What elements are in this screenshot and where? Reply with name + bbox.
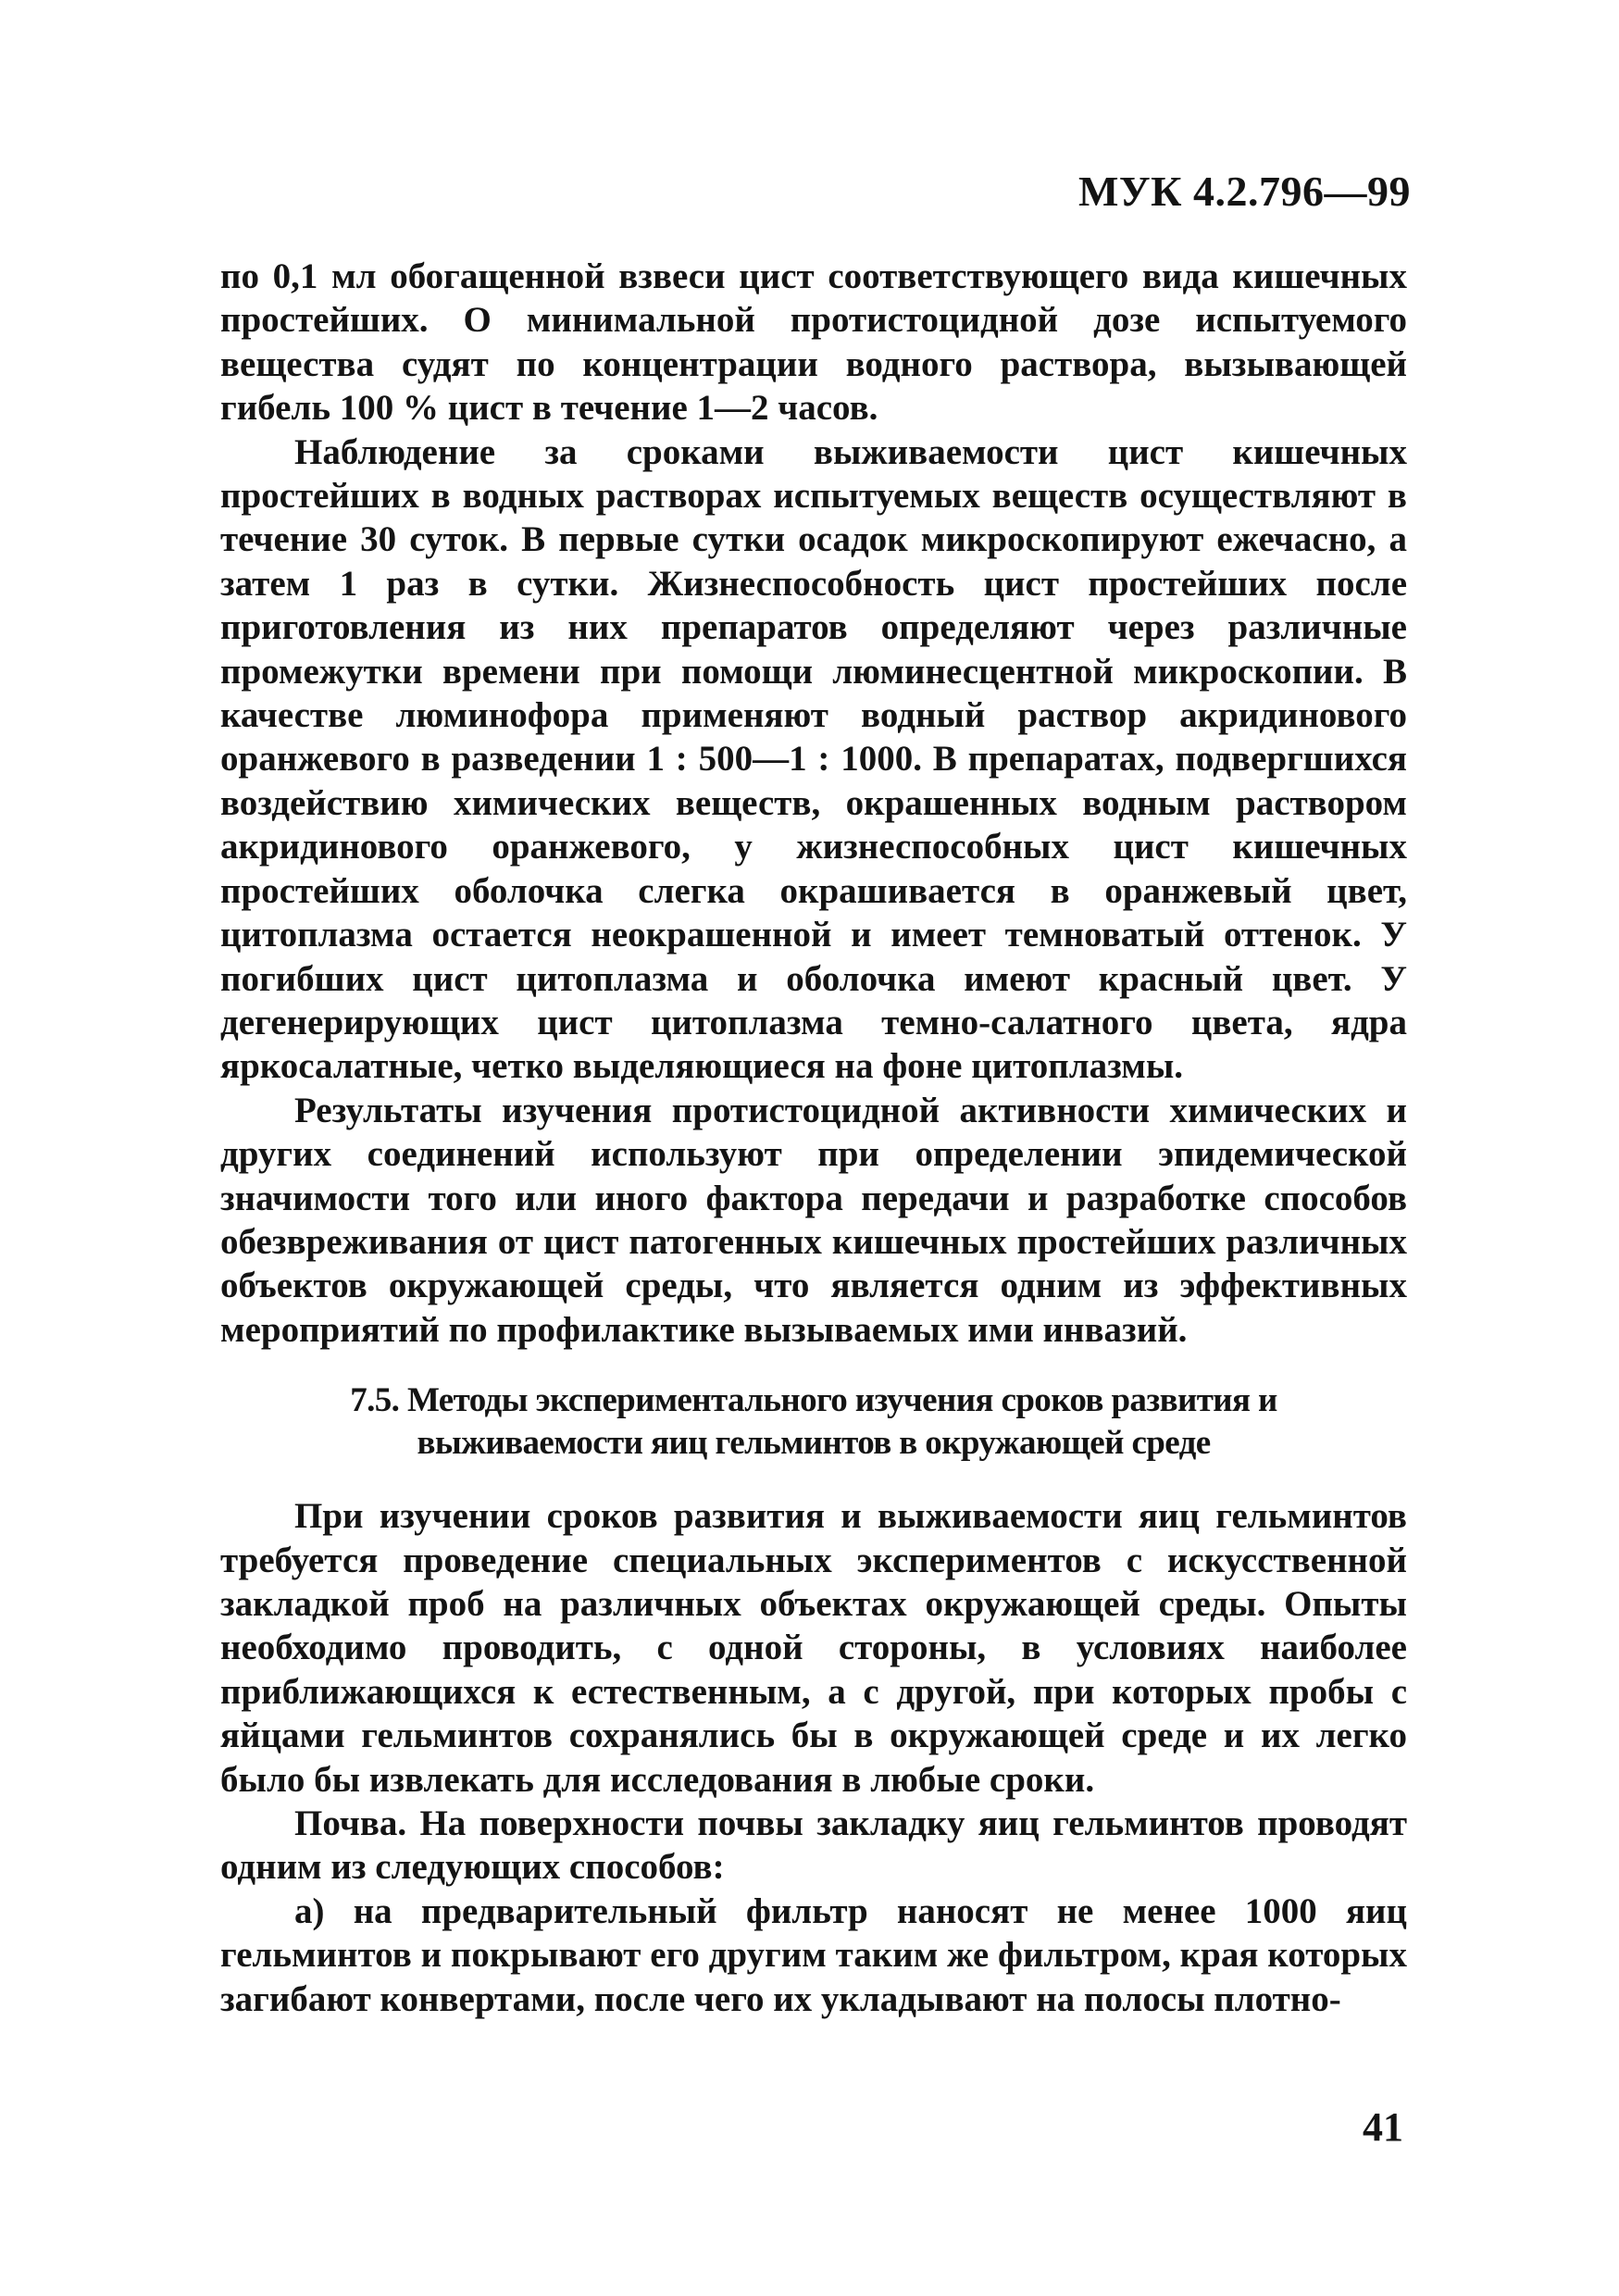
- paragraph-method-a: а) на предварительный фильтр наносят не менее 1000 яиц гельминтов и покрывают его другим таким же фильтром, края которых загибают конвертами, после чего их укладывают на полосы плотно-: [220, 1890, 1407, 2019]
- page-body: [220, 255, 1407, 2021]
- page-number: 41: [1363, 2104, 1403, 2150]
- paragraph-continuation: по 0,1 мл обогащенной взвеси цист соответствующего вида кишечных простейших. О минимальной протистоцидной дозе испытуемого вещества судят по концентрации водного раствора, вызывающей гибель 100 % цист в течение 1—2 часов.: [220, 256, 1407, 429]
- soil-text: . На поверхности почвы закладку яиц гельминтов проводят одним из следующих способов:: [220, 1803, 1407, 1888]
- paragraph-results: Результаты изучения протистоцидной активности химических и других соединений используют при определении эпидемической значимости того или иного фактора передачи и разработке способов обезвреживания от цист патогенных кишечных простейших различных объектов окружающей среды, что является одним из эффективных мероприятий по профилактике вызываемых ими инвазий.: [220, 1090, 1407, 1350]
- section-heading-line-2: выживаемости яиц гельминтов в окружающей среде: [417, 1424, 1211, 1463]
- paragraph-helminth-experiments: При изучении сроков развития и выживаемости яиц гельминтов требуется проведение специальных экспериментов с искусственной закладкой проб на различных объектах окружающей среды. Опыты необходимо проводить, с одной стороны, в условиях наиболее приближающихся к естественным, а с другой, при которых пробы с яйцами гельминтов сохранялись бы в окружающей среде и их легко было бы извлекать для исследования в любые сроки.: [220, 1496, 1407, 1800]
- soil-term: Почва: [294, 1803, 398, 1843]
- paragraph-soil: [220, 1802, 1407, 1890]
- document-code-header: МУК 4.2.796—99: [1077, 168, 1411, 215]
- section-heading: [220, 1379, 1407, 1465]
- section-heading-line-1: 7.5. Методы экспериментального изучения сроков развития и: [350, 1381, 1277, 1420]
- paragraph-survival-observation: Наблюдение за сроками выживаемости цист кишечных простейших в водных растворах испытуемых веществ осуществляют в течение 30 суток. В первые сутки осадок микроскопируют ежечасно, а затем 1 раз в сутки. Жизнеспособность цист простейших после приготовления из них препаратов определяют через различные промежутки времени при помощи люминесцентной микроскопии. В качестве люминофора применяют водный раствор акридинового оранжевого в разведении 1 : 500—1 : 1000. В препаратах, подвергшихся воздействию химических веществ, окрашенных водным раствором акридинового оранжевого, у жизнеспособных цист кишечных простейших оболочка слегка окрашивается в оранжевый цвет, цитоплазма остается неокрашенной и имеет темноватый оттенок. У погибших цист цитоплазма и оболочка имеют красный цвет. У дегенерирующих цист цитоплазма темно-салатного цвета, ядра яркосалатные, четко выделяющиеся на фоне цитоплазмы.: [220, 431, 1407, 1087]
